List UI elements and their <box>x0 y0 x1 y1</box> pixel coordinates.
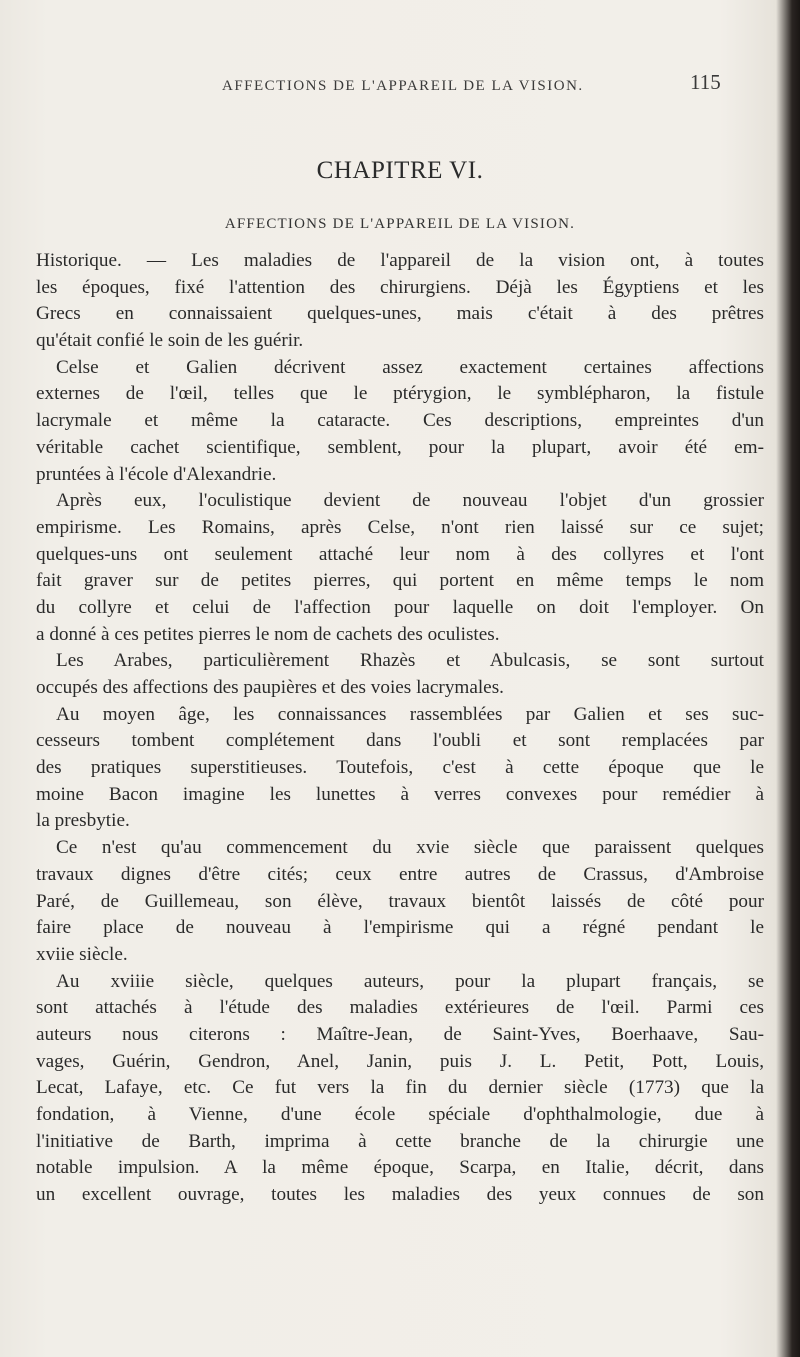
text-line: pruntées à l'école d'Alexandrie. <box>36 463 277 485</box>
text-line: Les Arabes, particulièrement Rhazès et Abulcasis, se sont surtout <box>56 650 764 672</box>
text-line: la presbytie. <box>36 810 130 832</box>
text-line: Ce n'est qu'au commencement du xvie siècle que paraissent quelques <box>56 837 764 859</box>
text-line: des pratiques superstitieuses. Toutefois, c'est à cette époque que le <box>36 757 764 779</box>
text-line: auteurs nous citerons : Maître-Jean, de Saint-Yves, Boerhaave, Sau- <box>36 1023 764 1045</box>
text-line: notable impulsion. A la même époque, Scarpa, en Italie, décrit, dans <box>36 1157 764 1179</box>
text-line: fondation, à Vienne, d'une école spéciale d'ophthalmologie, due à <box>36 1104 764 1125</box>
running-head: AFFECTIONS DE L'APPAREIL DE LA VISION. <box>222 78 584 94</box>
text-line: les époques, fixé l'attention des chirurgiens. Déjà les Égyptiens et les <box>36 276 764 298</box>
body-text <box>36 248 764 1209</box>
text-line: faire place de nouveau à l'empirisme qui a régné pendant le <box>36 917 764 939</box>
text-line: Au moyen âge, les connaissances rassemblées par Galien et ses suc- <box>56 703 764 725</box>
text-line: qu'était confié le soin de les guérir. <box>36 330 304 352</box>
text-line: fait graver sur de petites pierres, qui portent en même temps le nom <box>36 570 764 592</box>
text-line: travaux dignes d'être cités; ceux entre autres de Crassus, d'Ambroise <box>36 863 764 885</box>
text-line: Après eux, l'oculistique devient de nouveau l'objet d'un grossier <box>56 490 764 512</box>
text-line: Paré, de Guillemeau, son élève, travaux bientôt laissés de côté pour <box>36 890 764 912</box>
text-line: Grecs en connaissaient quelques-unes, mais c'était à des prêtres <box>36 303 764 325</box>
text-line: véritable cachet scientifique, semblent, pour la plupart, avoir été em- <box>36 436 764 458</box>
text-line: vages, Guérin, Gendron, Anel, Janin, puis J. L. Petit, Pott, Louis, <box>36 1050 764 1072</box>
text-line: un excellent ouvrage, toutes les maladies des yeux connues de son <box>36 1184 764 1206</box>
text-line: a donné à ces petites pierres le nom de cachets des oculistes. <box>36 623 500 645</box>
text-line: occupés des affections des paupières et des voies lacrymales. <box>36 677 504 698</box>
text-line: xviie siècle. <box>36 943 128 965</box>
text-line: sont attachés à l'étude des maladies extérieures de l'œil. Parmi ces <box>36 997 764 1019</box>
text-line: cesseurs tombent complétement dans l'oubli et sont remplacées par <box>36 730 764 752</box>
text-line: empirisme. Les Romains, après Celse, n'ont rien laissé sur ce sujet; <box>36 516 764 538</box>
text-line: Lecat, Lafaye, etc. Ce fut vers la fin du dernier siècle (1773) que la <box>36 1077 764 1099</box>
page-number: 115 <box>690 70 721 94</box>
text-line: l'initiative de Barth, imprima à cette branche de la chirurgie une <box>36 1130 764 1152</box>
text-line: du collyre et celui de l'affection pour laquelle on doit l'employer. On <box>36 596 764 618</box>
text-line: externes de l'œil, telles que le ptérygion, le symblépharon, la fistule <box>36 383 764 405</box>
section-title: AFFECTIONS DE L'APPAREIL DE LA VISION. <box>224 216 576 232</box>
text-line: moine Bacon imagine les lunettes à verres convexes pour remédier à <box>36 783 764 805</box>
text-line: Historique. — Les maladies de l'appareil de la vision ont, à toutes <box>36 250 764 271</box>
text-line: Celse et Galien décrivent assez exactement certaines affections <box>56 356 764 378</box>
text-line: lacrymale et même la cataracte. Ces descriptions, empreintes d'un <box>36 410 764 432</box>
text-line: Au xviiie siècle, quelques auteurs, pour la plupart français, se <box>56 970 764 992</box>
chapter-title: CHAPITRE VI. <box>316 157 484 184</box>
text-line: quelques-uns ont seulement attaché leur nom à des collyres et l'ont <box>36 543 764 565</box>
